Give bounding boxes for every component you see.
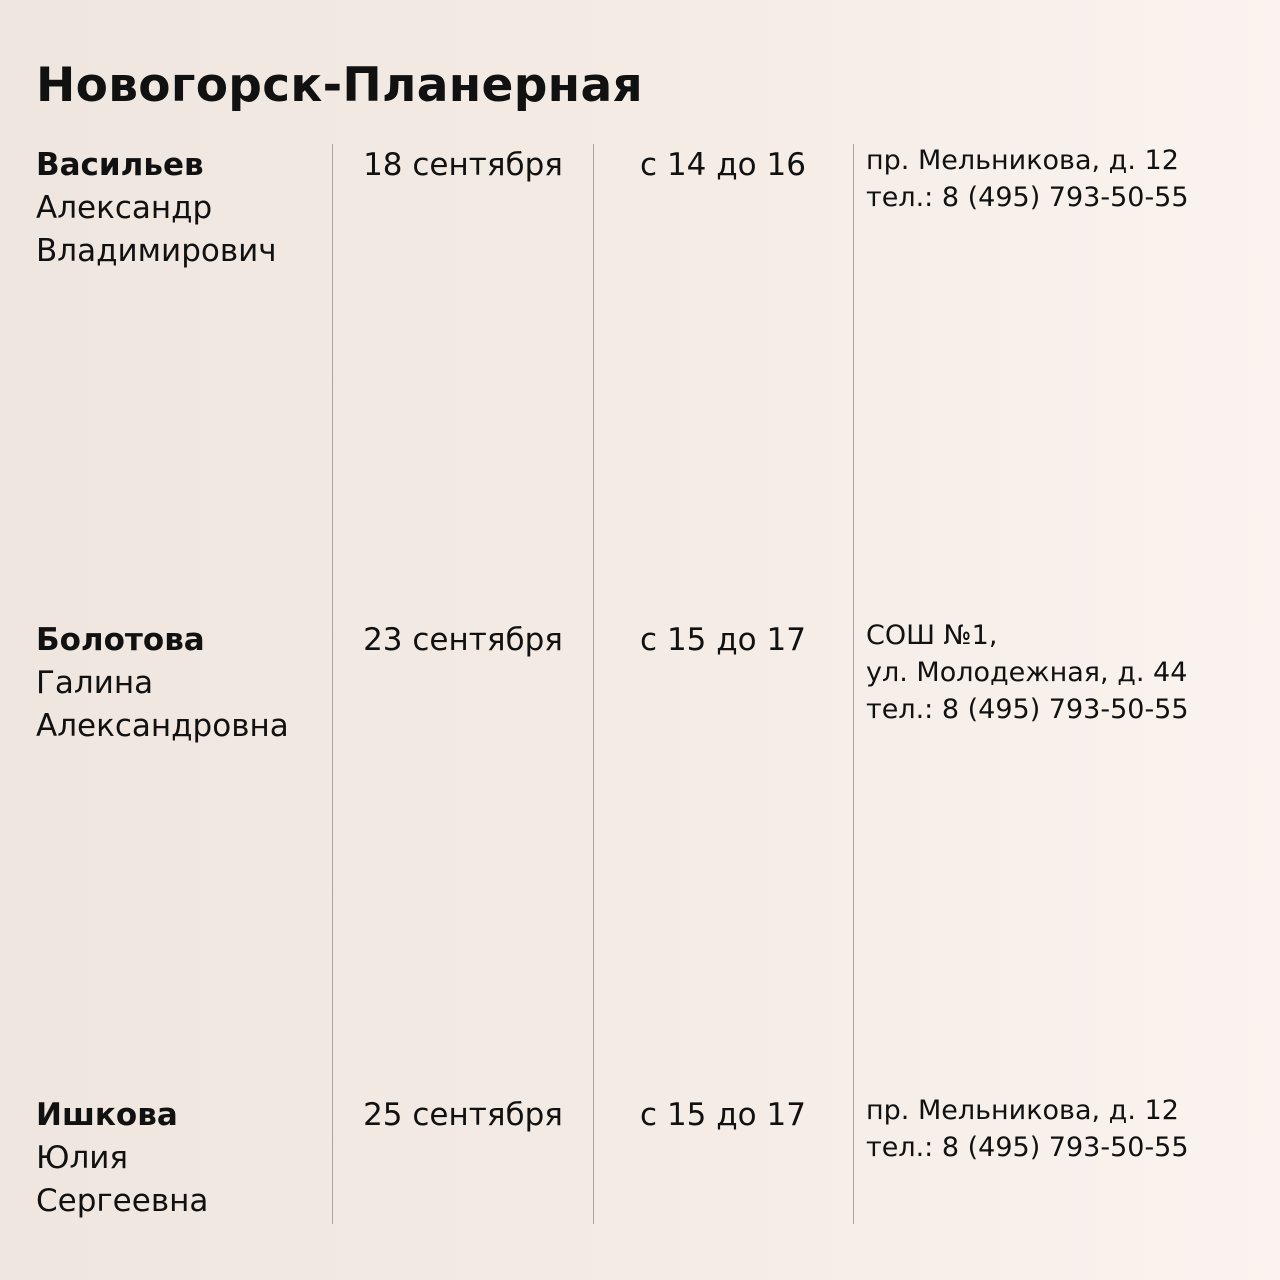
address-line: пр. Мельникова, д. 12 xyxy=(866,145,1179,176)
reception-time: с 15 до 17 xyxy=(640,1097,806,1133)
column-divider-3 xyxy=(853,144,854,1224)
reception-address xyxy=(866,617,1266,728)
official-first-name: Галина xyxy=(36,665,154,701)
official-name xyxy=(36,144,326,273)
official-patronymic: Владимирович xyxy=(36,233,277,269)
reception-date: 25 сентября xyxy=(363,1097,563,1133)
official-patronymic: Сергеевна xyxy=(36,1183,209,1219)
reception-time: с 14 до 16 xyxy=(640,147,806,183)
official-name xyxy=(36,619,326,748)
phone-line: тел.: 8 (495) 793-50-55 xyxy=(866,694,1189,725)
phone-line: тел.: 8 (495) 793-50-55 xyxy=(866,1132,1189,1163)
school-line: СОШ №1, xyxy=(866,620,998,651)
official-patronymic: Александровна xyxy=(36,708,289,744)
address-line: пр. Мельникова, д. 12 xyxy=(866,1095,1179,1126)
official-first-name: Юлия xyxy=(36,1140,129,1176)
official-surname: Ишкова xyxy=(36,1097,178,1133)
phone-line: тел.: 8 (495) 793-50-55 xyxy=(866,182,1189,213)
reception-date: 23 сентября xyxy=(363,622,563,658)
reception-address xyxy=(866,1092,1266,1166)
column-divider-2 xyxy=(593,144,594,1224)
column-divider-1 xyxy=(332,144,333,1224)
reception-time: с 15 до 17 xyxy=(640,622,806,658)
official-name xyxy=(36,1094,326,1223)
official-surname: Болотова xyxy=(36,622,205,658)
page-title: Новогорск-Планерная xyxy=(36,58,643,113)
official-surname: Васильев xyxy=(36,147,204,183)
address-line: ул. Молодежная, д. 44 xyxy=(866,657,1188,688)
official-first-name: Александр xyxy=(36,190,213,226)
reception-date: 18 сентября xyxy=(363,147,563,183)
reception-address xyxy=(866,142,1266,216)
